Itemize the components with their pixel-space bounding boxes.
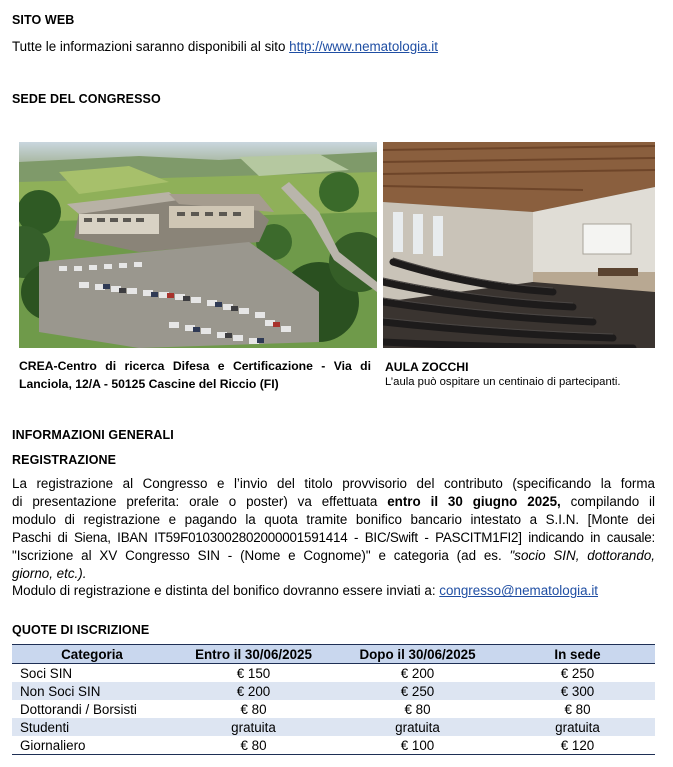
- para-line-2: [12, 493, 655, 511]
- header-before: Entro il 30/06/2025: [172, 645, 335, 664]
- aula-title: AULA ZOCCHI: [385, 360, 469, 374]
- website-heading: SITO WEB: [12, 13, 75, 27]
- para-line-6-italic: giorno, etc.).: [12, 565, 87, 581]
- para-line-5a: "Iscrizione al XV Congresso SIN - (Nome e Cognome)" e categoria (ad es.: [12, 547, 510, 563]
- fees-heading: QUOTE DI ISCRIZIONE: [12, 623, 150, 637]
- fee-before: gratuita: [172, 718, 335, 736]
- para-line-2b: compilando il: [560, 493, 655, 509]
- fee-onsite: € 300: [500, 682, 655, 700]
- header-after: Dopo il 30/06/2025: [335, 645, 500, 664]
- fee-before: € 200: [172, 682, 335, 700]
- fee-onsite: € 120: [560, 737, 595, 753]
- fee-after: gratuita: [335, 718, 500, 736]
- para-line-1: La registrazione al Congresso e l’invio del titolo provvisorio del contributo (specificando la forma: [12, 476, 655, 491]
- venue-address-line2: Lanciola, 12/A - 50125 Cascine del Riccio (FI): [19, 377, 279, 391]
- table-row: [12, 700, 655, 718]
- fee-after: € 80: [404, 701, 431, 717]
- general-heading: INFORMAZIONI GENERALI: [12, 428, 174, 442]
- fee-category: Dottorandi / Borsisti: [20, 701, 137, 717]
- fee-onsite: € 250: [560, 665, 595, 681]
- venue-address-line1: CREA-Centro di ricerca Difesa e Certificazione - Via di: [19, 359, 371, 373]
- registration-heading: REGISTRAZIONE: [12, 453, 117, 467]
- fee-before: € 80: [240, 701, 267, 717]
- table-row: [12, 664, 655, 683]
- header-category: Categoria: [12, 645, 172, 664]
- fee-category: Non Soci SIN: [12, 682, 172, 700]
- website-link[interactable]: http://www.nematologia.it: [289, 39, 438, 54]
- fee-before: € 150: [236, 665, 271, 681]
- table-row: [12, 682, 655, 700]
- table-row: [12, 736, 655, 755]
- fee-category: Soci SIN: [20, 665, 73, 681]
- aula-zocchi-photo: [383, 142, 655, 348]
- fee-onsite: € 80: [564, 701, 591, 717]
- table-row: [12, 718, 655, 736]
- registration-paragraph: [12, 475, 655, 600]
- header-onsite: In sede: [500, 645, 655, 664]
- fee-after: € 200: [400, 665, 435, 681]
- fee-after: € 250: [335, 682, 500, 700]
- para-line-2a: di presentazione preferita: orale o poster) va effettuata: [12, 493, 388, 509]
- venue-heading: SEDE DEL CONGRESSO: [12, 92, 161, 106]
- para-line-6: [12, 565, 655, 583]
- para-line-5: [12, 547, 655, 565]
- fee-category: Giornaliero: [20, 737, 86, 753]
- para-line-5-italic: "socio SIN, dottorando,: [509, 547, 655, 563]
- fee-before: € 80: [240, 737, 267, 753]
- para-line-7: [12, 582, 655, 600]
- para-line-7-text: Modulo di registrazione e distinta del bonifico dovranno essere inviati a:: [12, 583, 440, 599]
- para-line-4: Paschi di Siena, IBAN IT59F0103002802000001591414 - BIC/Swift - PASCITM1FI2] indicando in causale:: [12, 529, 655, 545]
- fee-category: Studenti: [12, 718, 172, 736]
- venue-aerial-photo: [19, 142, 377, 348]
- fee-after: € 100: [400, 737, 435, 753]
- aula-description: L’aula può ospitare un centinaio di partecipanti.: [385, 376, 621, 388]
- fees-table: [12, 644, 655, 755]
- fees-header-row: [12, 645, 655, 664]
- website-line: [12, 38, 438, 56]
- website-text: Tutte le informazioni saranno disponibili al sito: [12, 39, 290, 54]
- fee-onsite: gratuita: [500, 718, 655, 736]
- registration-deadline: entro il 30 giugno 2025,: [387, 493, 561, 509]
- email-link[interactable]: congresso@nematologia.it: [439, 583, 599, 599]
- para-line-3: modulo di registrazione e pagando la quota tramite bonifico bancario intestato a S.I.N. [Monte dei: [12, 511, 655, 527]
